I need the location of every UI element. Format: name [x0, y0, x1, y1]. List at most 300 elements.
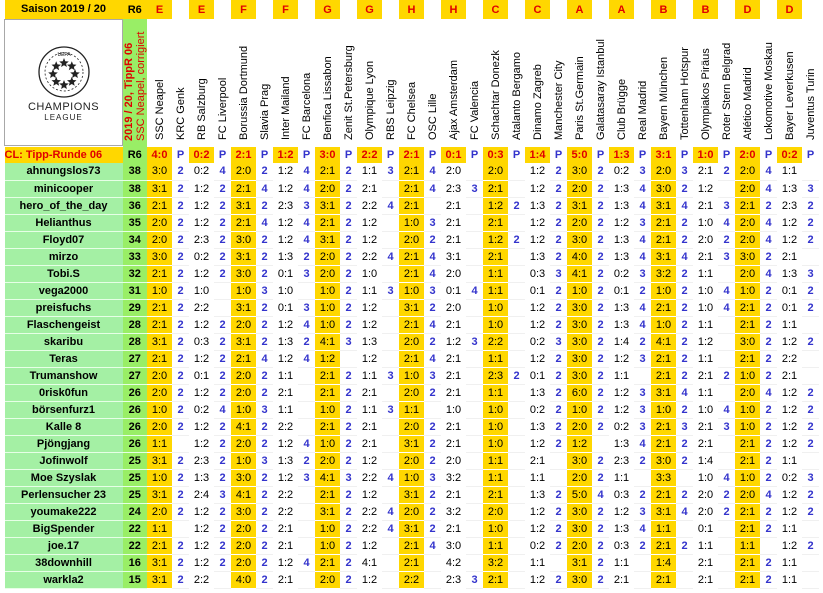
tip-value: 2:1 — [693, 163, 718, 180]
player-points: 24 — [123, 503, 148, 520]
tip-points — [466, 452, 483, 469]
tip-points: 4 — [424, 537, 441, 554]
tip-points: 2 — [256, 469, 273, 486]
tip-value: 0:3 — [189, 333, 214, 350]
tip-points: 3 — [634, 503, 651, 520]
team-home-label: Dinamo Zagreb — [531, 63, 544, 140]
tip-value: 2:1 — [273, 571, 298, 588]
tip-value: 1:2 — [525, 214, 550, 231]
tip-points: 3 — [298, 265, 315, 282]
tip-points — [298, 282, 315, 299]
tip-value: 3:1 — [651, 197, 676, 214]
tip-points: 2 — [676, 231, 693, 248]
tip-value: 2:0 — [147, 418, 172, 435]
tip-value: 1:1 — [525, 469, 550, 486]
tip-points — [508, 486, 525, 503]
tip-value: 2:2 — [189, 571, 214, 588]
tip-value: 2:0 — [735, 384, 760, 401]
tip-value: 0:1 — [273, 265, 298, 282]
tip-points: 2 — [592, 367, 609, 384]
tip-points: 2 — [172, 401, 189, 418]
tip-value: 2:0 — [567, 214, 592, 231]
tip-value: 2:1 — [735, 452, 760, 469]
team-away-label: OSC Lille — [426, 93, 439, 140]
tip-value: 2:1 — [147, 537, 172, 554]
tip-value: 1:1 — [483, 350, 508, 367]
tip-points — [508, 163, 525, 180]
tip-points: 2 — [802, 282, 819, 299]
tip-points: 2 — [214, 554, 231, 571]
tip-value: 2:0 — [567, 180, 592, 197]
team-home-label: Olympique Lyon — [363, 60, 376, 140]
tip-value: 1:0 — [147, 282, 172, 299]
player-name: preisfuchs — [5, 299, 123, 316]
tip-points: 3 — [466, 180, 483, 197]
team-away-label: Zenit St.Petersburg — [342, 44, 355, 140]
tip-value: 1:3 — [609, 435, 634, 452]
tip-value: 2:1 — [441, 486, 466, 503]
tip-value: 3:0 — [567, 231, 592, 248]
tip-value: 1:2 — [189, 384, 214, 401]
tip-value: 3:2 — [483, 554, 508, 571]
tip-points — [676, 469, 693, 486]
tip-value: 3:1 — [399, 299, 424, 316]
tip-points — [802, 520, 819, 537]
tip-value: 1:2 — [189, 503, 214, 520]
tip-points — [466, 418, 483, 435]
tip-points: 3 — [424, 214, 441, 231]
tip-points: 2 — [424, 299, 441, 316]
tip-points: 2 — [424, 486, 441, 503]
tip-value: 2:0 — [315, 452, 340, 469]
player-row — [5, 503, 820, 520]
tip-points: 2 — [802, 486, 819, 503]
team-home-label: Inter Mailand — [279, 75, 292, 140]
tip-value: 2:1 — [399, 265, 424, 282]
tip-points: 4 — [298, 350, 315, 367]
player-name: Teras — [5, 350, 123, 367]
tip-value: 2:1 — [651, 571, 676, 588]
tip-points: 3 — [466, 333, 483, 350]
tip-points: 2 — [424, 520, 441, 537]
tip-points: 2 — [508, 367, 525, 384]
tip-points: 2 — [172, 418, 189, 435]
group-letter: G — [357, 0, 382, 19]
tip-points: 2 — [340, 537, 357, 554]
team-home — [609, 19, 634, 145]
player-name: ahnungslos73 — [5, 163, 123, 180]
tip-value: 2:1 — [273, 537, 298, 554]
team-away-label: Slavia Prag — [258, 83, 271, 140]
tip-value: 1:1 — [483, 265, 508, 282]
tip-value: 1:3 — [525, 418, 550, 435]
team-away — [592, 19, 609, 145]
tip-value: 2:0 — [693, 231, 718, 248]
tip-points — [466, 469, 483, 486]
tip-points — [466, 384, 483, 401]
tip-points: 2 — [340, 214, 357, 231]
tip-value: 1:1 — [273, 401, 298, 418]
tip-points: 2 — [802, 231, 819, 248]
tip-value: 1:0 — [483, 418, 508, 435]
tip-points: 2 — [340, 384, 357, 401]
tip-value: 1:0 — [357, 265, 382, 282]
tip-value: 1:3 — [525, 197, 550, 214]
tip-value: 1:0 — [693, 401, 718, 418]
tip-points: 2 — [172, 197, 189, 214]
tip-value: 2:1 — [483, 486, 508, 503]
tip-value: 3:3 — [651, 469, 676, 486]
team-away — [718, 19, 735, 145]
tip-points: 2 — [592, 350, 609, 367]
tip-points: 2 — [214, 180, 231, 197]
team-home — [567, 19, 592, 145]
tip-points: 4 — [424, 248, 441, 265]
tip-points: 4 — [256, 214, 273, 231]
tip-points: 4 — [760, 384, 777, 401]
tip-value: 1:3 — [609, 248, 634, 265]
tip-value: 1:3 — [273, 333, 298, 350]
tip-points: 2 — [298, 333, 315, 350]
group-letter: F — [273, 0, 298, 19]
tip-points — [802, 452, 819, 469]
tip-points: 2 — [718, 231, 735, 248]
tip-points: 2 — [256, 163, 273, 180]
tip-points — [340, 350, 357, 367]
group-spacer — [214, 0, 231, 19]
tip-points: 3 — [634, 418, 651, 435]
tip-points: 2 — [340, 554, 357, 571]
tip-value: 1:2 — [777, 486, 802, 503]
tip-points — [718, 554, 735, 571]
team-home — [315, 19, 340, 145]
tip-value: 3:0 — [735, 333, 760, 350]
tip-value: 1:0 — [147, 469, 172, 486]
tip-value: 1:2 — [525, 350, 550, 367]
tip-points: 2 — [550, 435, 567, 452]
tip-points — [508, 520, 525, 537]
team-home — [525, 19, 550, 145]
tip-value: 2:0 — [231, 384, 256, 401]
tip-value: 3:0 — [567, 520, 592, 537]
tip-value: 1:0 — [735, 367, 760, 384]
tip-value: 2:0 — [651, 163, 676, 180]
tip-points: 2 — [592, 418, 609, 435]
tip-value: 2:1 — [693, 197, 718, 214]
logo-ring-text: UEFA — [56, 52, 71, 58]
tip-value: 3:1 — [315, 231, 340, 248]
tip-points — [508, 435, 525, 452]
tip-points: 2 — [592, 401, 609, 418]
tip-value: 1:3 — [525, 486, 550, 503]
tip-points: 2 — [424, 452, 441, 469]
tip-points — [634, 469, 651, 486]
team-away-label: Lokomotive Moskau — [762, 41, 775, 140]
tip-value: 1:2 — [441, 333, 466, 350]
tip-value: 1:1 — [483, 537, 508, 554]
tip-points: 2 — [676, 282, 693, 299]
tip-value: 2:1 — [441, 197, 466, 214]
tip-value: 1:0 — [483, 299, 508, 316]
tip-points — [382, 418, 399, 435]
tip-value: 4:1 — [231, 418, 256, 435]
tip-points — [508, 265, 525, 282]
team-home-label: Bayern München — [657, 56, 670, 140]
tip-points: 4 — [298, 554, 315, 571]
tip-points — [466, 367, 483, 384]
tip-value: 1:1 — [525, 554, 550, 571]
logo-word: CHAMPIONS — [27, 101, 100, 113]
tip-points: 3 — [634, 265, 651, 282]
tip-value: 2:0 — [147, 503, 172, 520]
tip-value: 2:0 — [735, 180, 760, 197]
tip-points: 4 — [214, 163, 231, 180]
tip-points: 3 — [424, 367, 441, 384]
tip-points: 4 — [382, 520, 399, 537]
tip-value: 1:2 — [357, 350, 382, 367]
player-points: 26 — [123, 384, 148, 401]
tip-points: 2 — [256, 316, 273, 333]
tip-points: 2 — [550, 299, 567, 316]
tip-points: 2 — [592, 503, 609, 520]
tip-points: 2 — [676, 486, 693, 503]
tip-value: 2:1 — [399, 350, 424, 367]
tip-value: 3:0 — [567, 350, 592, 367]
tip-points — [466, 401, 483, 418]
tip-points — [508, 537, 525, 554]
player-name: hero_of_the_day — [5, 197, 123, 214]
tip-points: 2 — [592, 197, 609, 214]
tip-value: 1:1 — [357, 282, 382, 299]
tip-value: 3:0 — [567, 571, 592, 588]
tip-points: 2 — [592, 333, 609, 350]
tip-points: 2 — [214, 333, 231, 350]
tip-points: 2 — [760, 452, 777, 469]
tip-points — [298, 384, 315, 401]
tip-points: 2 — [298, 452, 315, 469]
tip-points: 2 — [760, 571, 777, 588]
group-letter: G — [315, 0, 340, 19]
group-spacer — [298, 0, 315, 19]
tip-value: 3:1 — [651, 503, 676, 520]
tip-points: 4 — [676, 197, 693, 214]
tip-value: 1:0 — [399, 469, 424, 486]
player-row — [5, 180, 820, 197]
tip-points: 2 — [340, 520, 357, 537]
tip-points: 3 — [298, 469, 315, 486]
tip-points: 2 — [508, 197, 525, 214]
player-name: warkla2 — [5, 571, 123, 588]
tip-value: 1:0 — [231, 282, 256, 299]
tip-points: 4 — [760, 231, 777, 248]
match-result: 4:0 — [147, 147, 172, 163]
tip-value: 2:1 — [777, 248, 802, 265]
tip-points — [508, 350, 525, 367]
tip-value: 0:2 — [525, 333, 550, 350]
tip-value: 1:0 — [315, 299, 340, 316]
player-name: minicooper — [5, 180, 123, 197]
tip-points — [508, 384, 525, 401]
tip-value: 3:1 — [231, 333, 256, 350]
tip-value: 1:2 — [525, 435, 550, 452]
tip-value: 1:0 — [315, 537, 340, 554]
tip-value: 1:2 — [357, 486, 382, 503]
tip-points — [424, 197, 441, 214]
tip-points: 2 — [550, 367, 567, 384]
tip-points: 2 — [340, 197, 357, 214]
tip-value: 2:1 — [399, 554, 424, 571]
tip-value: 1:2 — [525, 316, 550, 333]
tip-value: 3:0 — [651, 452, 676, 469]
tip-points: 2 — [676, 350, 693, 367]
match-result: 0:3 — [483, 147, 508, 163]
player-name: Perlensucher 23 — [5, 486, 123, 503]
tip-points: 2 — [340, 486, 357, 503]
player-points: 22 — [123, 537, 148, 554]
tip-points: 4 — [718, 299, 735, 316]
tip-value: 3:0 — [567, 163, 592, 180]
tip-points — [466, 231, 483, 248]
player-name: skaribu — [5, 333, 123, 350]
tip-value: 1:0 — [441, 401, 466, 418]
tip-points — [382, 214, 399, 231]
team-away — [340, 19, 357, 145]
team-home-label: Paris St.Germain — [573, 55, 586, 140]
tip-value: 2:0 — [441, 299, 466, 316]
tip-points: 2 — [424, 384, 441, 401]
tip-points — [214, 282, 231, 299]
tip-value: 2:0 — [147, 367, 172, 384]
tip-value: 1:3 — [609, 316, 634, 333]
tip-points: 4 — [760, 214, 777, 231]
tip-points: 4 — [382, 469, 399, 486]
team-away-label: Real Madrid — [636, 80, 649, 140]
tip-points: 4 — [760, 265, 777, 282]
tip-points — [508, 248, 525, 265]
group-letter: H — [441, 0, 466, 19]
tip-points: 2 — [424, 435, 441, 452]
team-away — [256, 19, 273, 145]
tip-value: 2:3 — [189, 452, 214, 469]
tip-value: 1:1 — [609, 367, 634, 384]
tip-points: 2 — [592, 282, 609, 299]
tip-points: 2 — [802, 418, 819, 435]
tip-points: 2 — [256, 248, 273, 265]
tip-value: 1:3 — [273, 248, 298, 265]
tip-points: 2 — [172, 180, 189, 197]
tip-value: 2:1 — [735, 554, 760, 571]
subtitle-line2: 2019 / 20, TippR 06 — [123, 42, 135, 141]
tip-points: 3 — [256, 282, 273, 299]
tip-points — [550, 554, 567, 571]
tip-points: 2 — [340, 282, 357, 299]
tip-points: 2 — [214, 435, 231, 452]
tip-value: 2:1 — [399, 197, 424, 214]
tip-value: 1:0 — [483, 316, 508, 333]
tip-points: 2 — [172, 571, 189, 588]
tip-value: 1:1 — [651, 520, 676, 537]
tip-points: 2 — [214, 265, 231, 282]
player-name: Floyd07 — [5, 231, 123, 248]
tip-points: 2 — [592, 231, 609, 248]
team-away-label: KRC Genk — [174, 86, 187, 140]
points-header: P — [382, 147, 399, 163]
tip-value: 1:2 — [189, 418, 214, 435]
tip-value: 3:0 — [735, 248, 760, 265]
points-header: P — [256, 147, 273, 163]
tip-value: 2:1 — [693, 435, 718, 452]
tip-points: 2 — [676, 299, 693, 316]
tip-points: 2 — [256, 418, 273, 435]
tip-value: 1:0 — [567, 282, 592, 299]
tip-points — [508, 469, 525, 486]
tip-points — [382, 486, 399, 503]
tip-value: 1:2 — [273, 554, 298, 571]
tip-value: 0:2 — [525, 537, 550, 554]
tip-value: 1:2 — [189, 180, 214, 197]
match-result: 1:0 — [693, 147, 718, 163]
tip-points: 2 — [172, 384, 189, 401]
tip-value: 2:0 — [567, 469, 592, 486]
tip-value: 1:0 — [399, 214, 424, 231]
tip-value: 2:0 — [441, 265, 466, 282]
match-result: 3:1 — [651, 147, 676, 163]
tip-value: 2:1 — [441, 231, 466, 248]
tip-value: 2:1 — [147, 316, 172, 333]
points-header: P — [718, 147, 735, 163]
team-home-label: SSC Neapel — [153, 78, 166, 140]
player-points: 27 — [123, 367, 148, 384]
tip-points: 2 — [214, 384, 231, 401]
tip-value: 3:0 — [231, 469, 256, 486]
tip-points: 2 — [634, 282, 651, 299]
tip-points — [760, 537, 777, 554]
team-home — [189, 19, 214, 145]
tip-value: 2:1 — [315, 554, 340, 571]
tip-value: 1:0 — [567, 401, 592, 418]
season-title: Saison 2019 / 20 — [5, 0, 123, 19]
tip-points: 4 — [634, 299, 651, 316]
tip-value: 2:1 — [693, 571, 718, 588]
points-header: P — [340, 147, 357, 163]
tip-points — [676, 571, 693, 588]
tip-points: 3 — [256, 452, 273, 469]
tip-value: 1:2 — [567, 435, 592, 452]
team-away — [172, 19, 189, 145]
player-points: 25 — [123, 486, 148, 503]
player-row — [5, 316, 820, 333]
tip-points: 4 — [256, 350, 273, 367]
tip-points: 2 — [550, 401, 567, 418]
tip-points: 2 — [214, 248, 231, 265]
tip-value: 0:2 — [189, 163, 214, 180]
tip-value: 2:1 — [315, 163, 340, 180]
player-points: 36 — [123, 197, 148, 214]
tip-points — [466, 537, 483, 554]
tip-points: 2 — [256, 299, 273, 316]
team-away — [634, 19, 651, 145]
tip-value: 2:1 — [441, 367, 466, 384]
match-result: 3:0 — [315, 147, 340, 163]
tip-value: 1:1 — [777, 163, 802, 180]
team-home — [483, 19, 508, 145]
group-spacer — [718, 0, 735, 19]
tip-points: 4 — [634, 180, 651, 197]
subtitle-line1: SSC Neapel, corrigiert — [135, 31, 147, 141]
star-icon — [51, 61, 61, 70]
tip-value: 1:2 — [189, 197, 214, 214]
tip-value: 2:2 — [357, 248, 382, 265]
